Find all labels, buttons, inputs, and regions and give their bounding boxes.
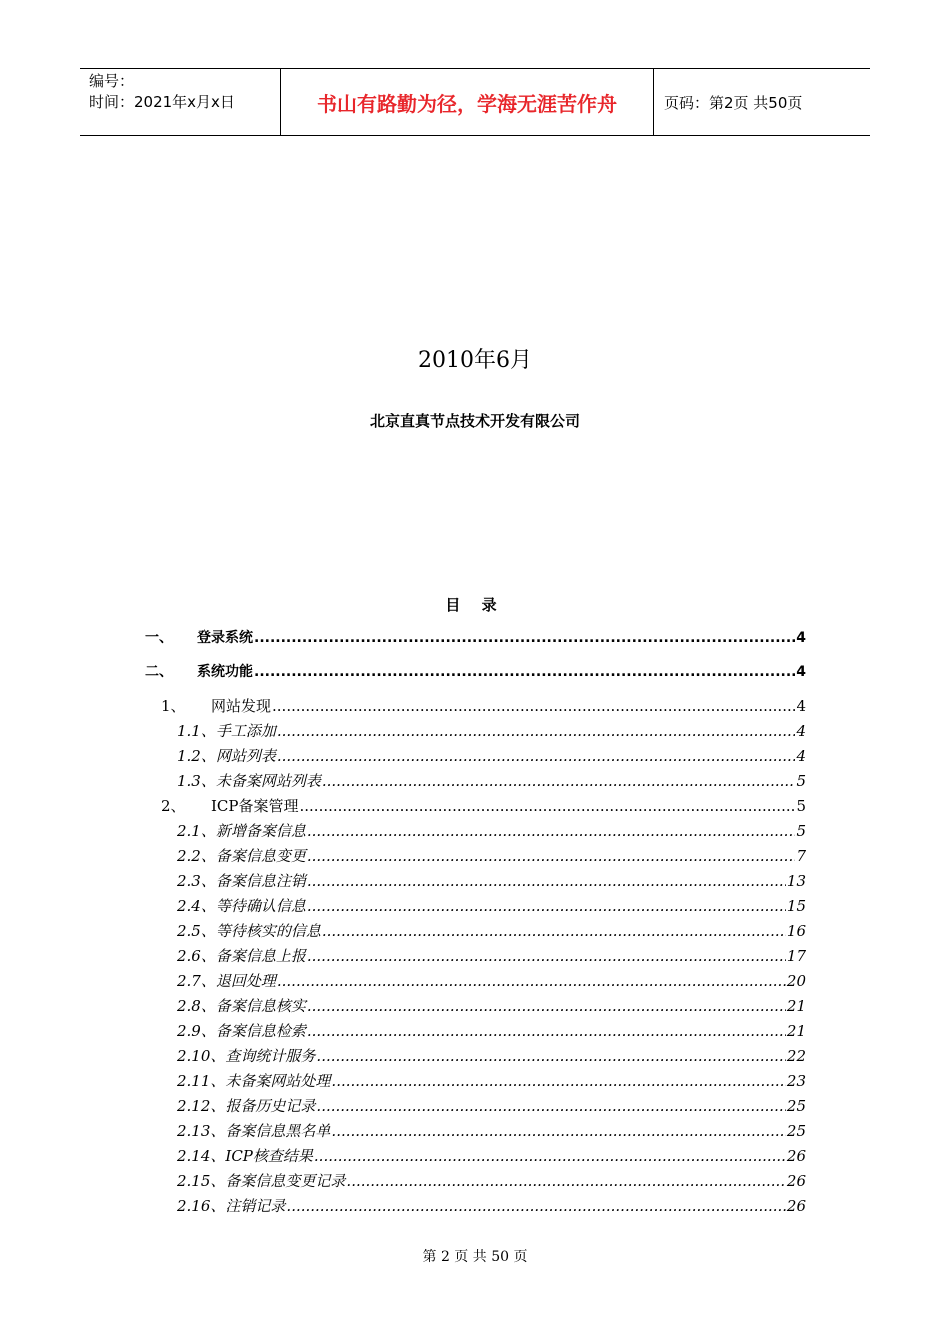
toc-entry-label: ICP备案管理 bbox=[211, 797, 299, 815]
toc-entry-label: 未备案网站列表 bbox=[215, 772, 321, 790]
toc-leader-dots bbox=[277, 720, 796, 742]
toc-entry[interactable] bbox=[161, 795, 806, 817]
toc-entry-number: 2.8、 bbox=[177, 997, 216, 1015]
toc-entry-label: 备案信息核实 bbox=[215, 997, 306, 1015]
toc-leader-dots bbox=[307, 1020, 786, 1042]
toc-entry-number: 2.6、 bbox=[177, 947, 216, 965]
toc-leader-dots bbox=[307, 895, 786, 917]
toc-entry[interactable] bbox=[177, 1020, 806, 1042]
toc-entry-page: 15 bbox=[786, 897, 806, 915]
toc-leader-dots bbox=[277, 745, 796, 767]
toc-entry[interactable] bbox=[145, 661, 806, 683]
toc-entry-label: 注销记录 bbox=[225, 1197, 286, 1215]
toc-entry-number: 1.2、 bbox=[177, 747, 216, 765]
toc-entry-page: 23 bbox=[786, 1072, 806, 1090]
toc-entry[interactable] bbox=[177, 1070, 806, 1092]
toc-title: 目 录 bbox=[445, 596, 505, 614]
toc-entry[interactable] bbox=[177, 945, 806, 967]
toc-entry[interactable] bbox=[177, 1095, 806, 1117]
toc-leader-dots bbox=[307, 820, 796, 842]
toc-entry-number: 2.13、 bbox=[177, 1122, 226, 1140]
toc-entry[interactable] bbox=[177, 1145, 806, 1167]
toc-entry-label: 等待核实的信息 bbox=[215, 922, 321, 940]
toc-entry-page: 16 bbox=[786, 922, 806, 940]
toc-entry-page: 21 bbox=[786, 1022, 806, 1040]
toc-entry[interactable] bbox=[177, 1120, 806, 1142]
toc-leader-dots bbox=[277, 970, 786, 992]
toc-leader-dots bbox=[346, 1170, 785, 1192]
toc-entry-number: 2.10、 bbox=[177, 1047, 226, 1065]
toc-leader-dots bbox=[322, 770, 796, 792]
toc-entry-page: 22 bbox=[786, 1047, 806, 1065]
toc-entry-label: 备案信息检索 bbox=[215, 1022, 306, 1040]
toc-entry-number: 2.3、 bbox=[177, 872, 216, 890]
toc-entry-page: 20 bbox=[786, 972, 806, 990]
toc-entry-label: 网站发现 bbox=[211, 697, 272, 715]
toc-entry-label: 备案信息注销 bbox=[215, 872, 306, 890]
toc-entry-number: 1.3、 bbox=[177, 772, 216, 790]
toc-leader-dots bbox=[307, 945, 786, 967]
toc-entry-label: 备案信息变更 bbox=[215, 847, 306, 865]
toc-entry-label: 备案信息变更记录 bbox=[225, 1172, 346, 1190]
toc-entry-number: 1.1、 bbox=[177, 722, 216, 740]
toc-entry-number: 2.11、 bbox=[177, 1072, 226, 1090]
toc-leader-dots bbox=[254, 627, 795, 649]
toc-leader-dots bbox=[300, 795, 796, 817]
toc-entry-label: 登录系统 bbox=[197, 630, 253, 646]
toc-leader-dots bbox=[331, 1070, 785, 1092]
header-meta-cell bbox=[80, 69, 281, 135]
toc-leader-dots bbox=[307, 845, 796, 867]
toc-entry[interactable] bbox=[177, 920, 806, 942]
toc-leader-dots bbox=[314, 1145, 786, 1167]
toc-entry-page: 4 bbox=[796, 630, 806, 646]
toc-entry-number: 2.1、 bbox=[177, 822, 216, 840]
toc-entry-page: 26 bbox=[786, 1147, 806, 1165]
toc-entry[interactable] bbox=[177, 995, 806, 1017]
toc-entry-number: 2.7、 bbox=[177, 972, 216, 990]
toc-entry-number: 2.14、 bbox=[177, 1147, 226, 1165]
toc-entry-number: 1、 bbox=[161, 697, 186, 715]
toc-entry-label: 网站列表 bbox=[215, 747, 276, 765]
toc-leader-dots bbox=[316, 1045, 785, 1067]
toc-entry[interactable] bbox=[177, 820, 806, 842]
toc-entry[interactable] bbox=[177, 1195, 806, 1217]
toc-entry[interactable] bbox=[177, 970, 806, 992]
toc-leader-dots bbox=[286, 1195, 785, 1217]
toc-entry-number: 2.4、 bbox=[177, 897, 216, 915]
toc-leader-dots bbox=[331, 1120, 785, 1142]
toc-entry-page: 13 bbox=[786, 872, 806, 890]
cover-date: 2010年6月 bbox=[418, 348, 532, 373]
toc-leader-dots bbox=[254, 661, 795, 683]
toc-entry-page: 25 bbox=[786, 1122, 806, 1140]
toc-leader-dots bbox=[272, 695, 795, 717]
toc-entry-number: 2、 bbox=[161, 797, 186, 815]
toc-entry-label: 退回处理 bbox=[215, 972, 276, 990]
toc-entry-page: 5 bbox=[796, 797, 806, 815]
toc-entry[interactable] bbox=[177, 845, 806, 867]
header-motto: 书山有路勤为径，学海无涯苦作舟 bbox=[281, 69, 654, 135]
toc-entry[interactable] bbox=[145, 627, 806, 649]
toc-entry-page: 25 bbox=[786, 1097, 806, 1115]
toc-entry[interactable] bbox=[177, 770, 806, 792]
toc-entry-number: 2.2、 bbox=[177, 847, 216, 865]
toc-entry-page: 26 bbox=[786, 1172, 806, 1190]
toc-entry-page: 4 bbox=[796, 664, 806, 680]
toc-entry[interactable] bbox=[177, 1170, 806, 1192]
toc-entry[interactable] bbox=[177, 745, 806, 767]
toc-entry-label: 新增备案信息 bbox=[215, 822, 306, 840]
toc-entry-number: 二、 bbox=[145, 664, 173, 680]
toc-entry-label: 查询统计服务 bbox=[225, 1047, 316, 1065]
toc-entry-page: 26 bbox=[786, 1197, 806, 1215]
toc-leader-dots bbox=[316, 1095, 785, 1117]
toc-entry[interactable] bbox=[177, 720, 806, 742]
toc-entry-page: 4 bbox=[796, 722, 806, 740]
toc-entry-label: 等待确认信息 bbox=[215, 897, 306, 915]
toc-entry[interactable] bbox=[177, 895, 806, 917]
toc-entry-label: ICP核查结果 bbox=[225, 1147, 313, 1165]
toc-entry[interactable] bbox=[177, 870, 806, 892]
toc-leader-dots bbox=[322, 920, 786, 942]
header-page-info: 页码：第2页 共50页 bbox=[664, 93, 803, 112]
page-footer: 第 2 页 共 50 页 bbox=[422, 1249, 528, 1265]
toc-entry-number: 2.16、 bbox=[177, 1197, 226, 1215]
toc-entry-label: 备案信息上报 bbox=[215, 947, 306, 965]
page-header bbox=[80, 68, 870, 136]
toc-entry-number: 2.15、 bbox=[177, 1172, 226, 1190]
toc-entry-number: 一、 bbox=[145, 630, 173, 646]
toc-entry-label: 手工添加 bbox=[215, 722, 276, 740]
toc-entry-number: 2.5、 bbox=[177, 922, 216, 940]
toc-entry[interactable] bbox=[161, 695, 806, 717]
toc-entry-page: 5 bbox=[796, 772, 806, 790]
toc-entry-label: 未备案网站处理 bbox=[225, 1072, 331, 1090]
toc-entry-page: 5 bbox=[796, 822, 806, 840]
toc-entry-page: 21 bbox=[786, 997, 806, 1015]
toc-entry[interactable] bbox=[177, 1045, 806, 1067]
toc-entry-label: 系统功能 bbox=[197, 664, 253, 680]
toc-leader-dots bbox=[307, 870, 786, 892]
toc-entry-page: 4 bbox=[796, 697, 806, 715]
toc-entry-page: 17 bbox=[786, 947, 806, 965]
toc-entry-page: 7 bbox=[796, 847, 806, 865]
toc-leader-dots bbox=[307, 995, 786, 1017]
toc-entry-number: 2.9、 bbox=[177, 1022, 216, 1040]
toc-entry-number: 2.12、 bbox=[177, 1097, 226, 1115]
header-number-label: 编号： bbox=[89, 72, 135, 90]
cover-company: 北京直真节点技术开发有限公司 bbox=[369, 412, 580, 430]
toc-entry-label: 报备历史记录 bbox=[225, 1097, 316, 1115]
header-time-label: 时间：2021年x月x日 bbox=[89, 93, 235, 111]
toc-entry-page: 4 bbox=[796, 747, 806, 765]
toc-entry-label: 备案信息黑名单 bbox=[225, 1122, 331, 1140]
